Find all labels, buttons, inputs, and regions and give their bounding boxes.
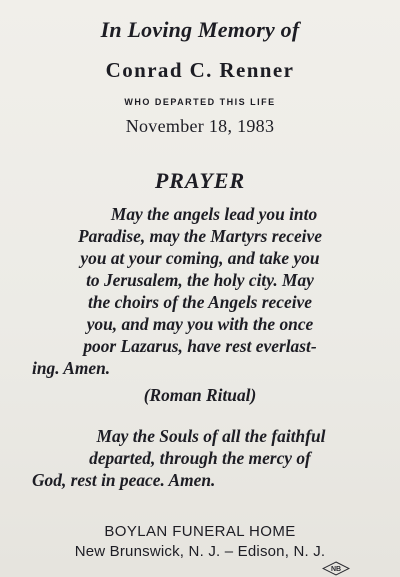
departed-caption: WHO DEPARTED THIS LIFE: [124, 97, 276, 107]
prayer-line: you at your coming, and take you: [80, 248, 320, 268]
printer-mark-logo: [322, 561, 350, 576]
memorial-heading: In Loving Memory of: [100, 17, 300, 42]
prayer-line: ing. Amen.: [32, 358, 111, 378]
departure-date: November 18, 1983: [125, 116, 275, 136]
prayer-text: [0, 203, 400, 379]
prayer-title: PRAYER: [154, 168, 246, 193]
prayer-line: May the angels lead you into: [110, 204, 318, 224]
funeral-home-name: BOYLAN FUNERAL HOME: [104, 523, 296, 540]
closing-line: God, rest in peace. Amen.: [32, 470, 216, 490]
printer-mark-text: NB: [330, 566, 342, 573]
closing-line: May the Souls of all the faithful: [96, 426, 326, 446]
deceased-name: Conrad C. Renner: [105, 58, 295, 82]
prayer-line: the choirs of the Angels receive: [88, 292, 312, 312]
closing-line: departed, through the mercy of: [89, 448, 311, 468]
prayer-line: you, and may you with the once: [86, 314, 314, 334]
prayer-source: (Roman Ritual): [143, 385, 257, 405]
prayer-line: to Jerusalem, the holy city. May: [86, 270, 314, 290]
prayer-line: poor Lazarus, have rest everlast-: [83, 336, 317, 356]
funeral-home-locations: New Brunswick, N. J. – Edison, N. J.: [74, 543, 326, 560]
prayer-line: Paradise, may the Martyrs receive: [78, 226, 322, 246]
closing-prayer: [0, 425, 400, 491]
